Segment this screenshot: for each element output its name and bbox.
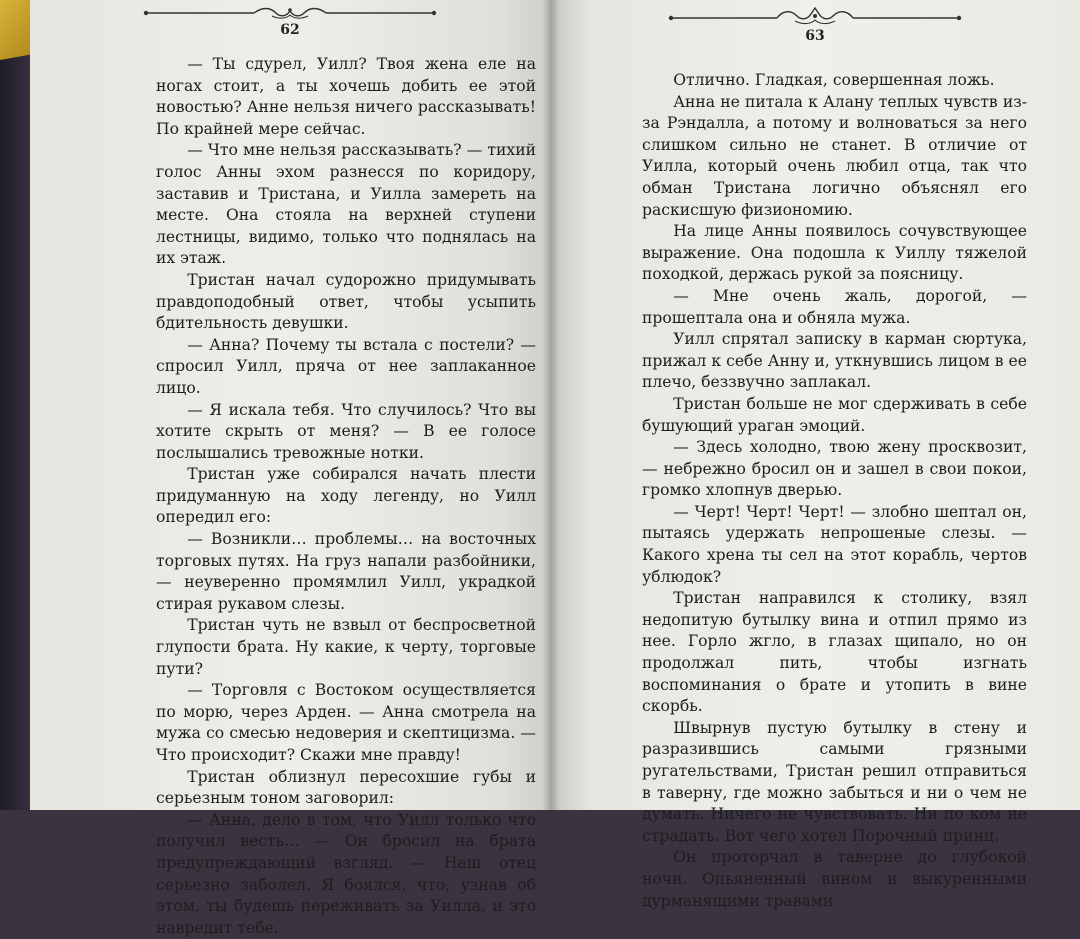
page-number: 63 [805,28,825,44]
ornament-icon [665,6,965,26]
right-page [550,0,1080,910]
left-page [30,0,550,937]
page-number: 62 [280,22,300,38]
paragraph: — Анна, дело в том, что Уилл только что получил весть… — Он бросил на брата предупреждающий взгляд. — Наш отец серьезно заболел. Я боялся, что, узнав об этом, ты будешь переживать за Уилла, и это навредит тебе. [156,810,536,937]
ornament-icon [140,6,440,20]
left-page-text [156,54,536,939]
paragraph: Он проторчал в таверне до глубокой ночи. Опьяненный вином и выкуренными дурманящими травами [642,848,1027,910]
paragraph: Отлично. Гладкая, совершенная ложь. [673,71,995,89]
paragraph: Швырнув пустую бутылку в стену и разразившись самыми грязными ругательствами, Тристан решил отправиться в таверну, где можно забыться и ни о чем не думать. Ничего не чувствовать. Ни по ком не страдать. Вот чего хотел Порочный принц. [642,718,1027,845]
open-book [30,0,1080,937]
right-page-text [642,70,1027,912]
paragraph: Тристан начал судорожно придумывать правдоподобный ответ, чтобы усыпить бдительность девушки. [156,270,536,333]
paragraph: — Торговля с Востоком осуществляется по морю, через Арден. — Анна смотрела на мужа со смесью недоверия и скептицизма. — Что происходит? Скажи мне правду! [156,681,536,764]
right-page-header [550,6,1080,44]
paragraph: — Что мне нельзя рассказывать? — тихий голос Анны эхом разнесся по коридору, заставив и Тристана, и Уилла замереть на месте. Она стояла на верхней ступени лестницы, видимо, только что поднялась на их этаж. [156,141,536,268]
paragraph: Тристан больше не мог сдерживать в себе бушующий ураган эмоций. [642,394,1027,435]
paragraph: Тристан облизнул пересохшие губы и серьезным тоном заговорил: [156,767,536,808]
paragraph: — Черт! Черт! Черт! — злобно шептал он, пытаясь удержать непрошеные слезы. — Какого хрена ты сел на этот корабль, чертов ублюдок? [642,502,1027,586]
paragraph: — Возникли… проблемы… на восточных торговых путях. На груз напали разбойники, — неуверенно промямлил Уилл, украдкой стирая рукавом слезы. [156,530,536,613]
left-page-header [30,6,550,38]
paragraph: — Здесь холодно, твою жену просквозит, — небрежно бросил он и зашел в свои покои, громко хлопнув дверью. [642,438,1027,500]
paragraph: Тристан направился к столику, взял недопитую бутылку вина и отпил прямо из нее. Горло жгло, в глазах щипало, но он продолжал пить, чтобы изгнать воспоминания о брате и утопить в вине скорбь. [642,589,1027,716]
paragraph: — Ты сдурел, Уилл? Твоя жена еле на ногах стоит, а ты хочешь добить ее этой новостью? Анне нельзя ничего рассказывать! По крайней мере сейчас. [156,55,536,138]
paragraph: Анна не питала к Алану теплых чувств из-за Рэндалла, а потому и волноваться за него слишком сильно не станет. В отличие от Уилла, который очень любил отца, так что обман Тристана логично объяснял его раскисшую физиономию. [642,92,1027,219]
paragraph: Тристан уже собирался начать плести придуманную на ходу легенду, но Уилл опередил его: [156,465,536,527]
paragraph: На лице Анны появилось сочувствующее выражение. Она подошла к Уиллу тяжелой походкой, держась рукой за поясницу. [642,222,1027,284]
book-spine [542,0,560,810]
paragraph: Тристан чуть не взвыл от беспросветной глупости брата. Ну какие, к черту, торговые пути? [156,616,536,678]
paragraph: — Мне очень жаль, дорогой, — прошептала она и обняла мужа. [642,286,1027,327]
paragraph: — Я искала тебя. Что случилось? Что вы хотите скрыть от меня? — В ее голосе послышались тревожные нотки. [156,400,536,462]
paragraph: — Анна? Почему ты встала с постели? — спросил Уилл, пряча от нее заплаканное лицо. [156,335,536,397]
paragraph: Уилл спрятал записку в карман сюртука, прижал к себе Анну и, уткнувшись лицом в ее плечо, беззвучно заплакал. [642,330,1027,392]
